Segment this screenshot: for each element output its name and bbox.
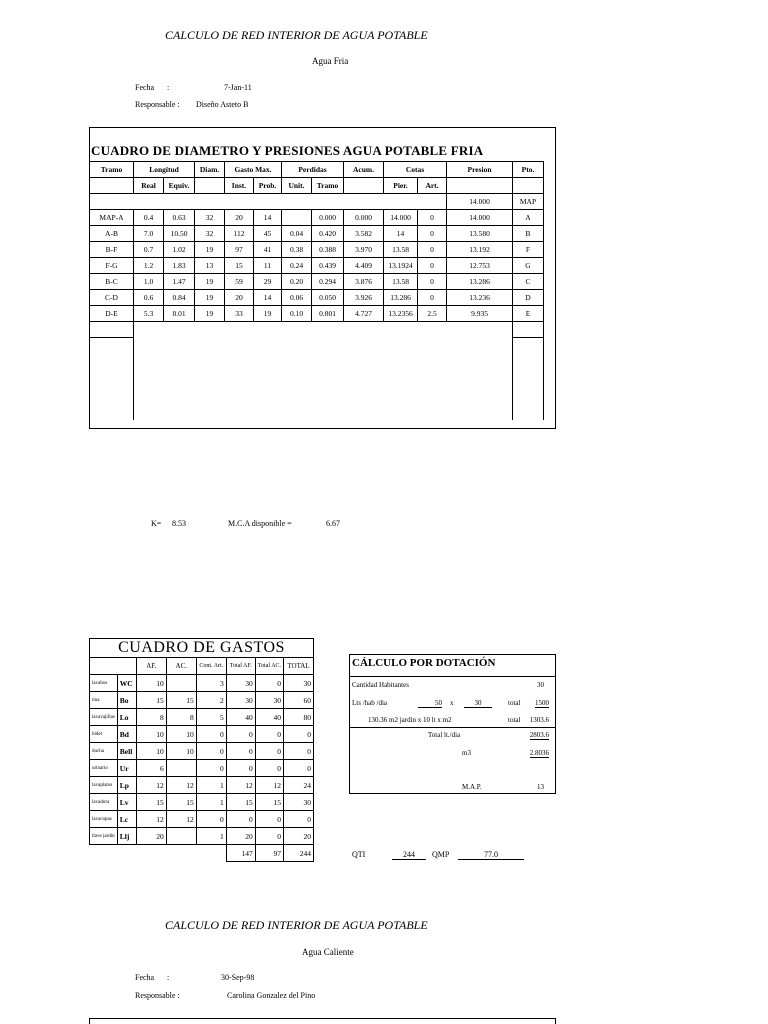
cell-real: 1.0 xyxy=(134,274,164,290)
gastos-title: CUADRO DE GASTOS xyxy=(90,639,314,658)
gastos-cell-ac: 8 xyxy=(166,709,196,726)
cell-tramo: C-D xyxy=(90,290,134,306)
cell-perd: 0.420 xyxy=(312,226,344,242)
cell-inst: 20 xyxy=(225,290,254,306)
cell-tramo: MAP-A xyxy=(90,210,134,226)
gastos-cell-tot: 80 xyxy=(284,709,314,726)
gastos-cell-taf: 30 xyxy=(226,692,255,709)
gastos-cell-tot: 0 xyxy=(284,743,314,760)
qmp-value: 77.0 xyxy=(458,850,524,860)
start-row-blank xyxy=(90,194,447,210)
header-longitud: Longitud xyxy=(134,162,195,178)
cell-presion: 9.935 xyxy=(447,306,513,322)
gastos-header-blank xyxy=(90,658,137,675)
cell-art: 0 xyxy=(418,210,447,226)
document-title-2: CALCULO DE RED INTERIOR DE AGUA POTABLE xyxy=(165,918,428,932)
map-label: M.A.P. xyxy=(462,783,482,791)
gastos-row xyxy=(90,709,314,726)
gastos-cell-cont: 0 xyxy=(196,743,226,760)
responsable-value: Diseño Asteto B xyxy=(196,100,249,109)
gastos-cell-lbl: lavaplatos xyxy=(90,777,118,794)
gastos-cell-lbl: lavabos xyxy=(90,675,118,692)
cell-art: 0 xyxy=(418,242,447,258)
gastos-cell-taf: 0 xyxy=(226,811,255,828)
gastos-total-blank xyxy=(90,845,227,862)
cell-diam: 32 xyxy=(195,210,225,226)
gastos-row xyxy=(90,777,314,794)
document-subtitle-2: Agua Caliente xyxy=(302,947,354,957)
times-sign: x xyxy=(450,699,454,707)
gastos-cell-ac xyxy=(166,760,196,777)
pressure-table xyxy=(89,161,544,420)
gastos-cell-ab: Lv xyxy=(117,794,136,811)
cell-tramo: F-G xyxy=(90,258,134,274)
gastos-cell-taf: 12 xyxy=(226,777,255,794)
gastos-sum-total: 244 xyxy=(284,845,314,862)
qti-value: 244 xyxy=(392,850,426,860)
gastos-cell-lbl: ducha xyxy=(90,743,118,760)
cell-inst: 20 xyxy=(225,210,254,226)
subheader-inst: Inst. xyxy=(225,178,254,194)
cell-acum: 3.970 xyxy=(344,242,384,258)
header-gasto: Gasto Max. xyxy=(225,162,282,178)
gastos-cell-cont: 0 xyxy=(196,811,226,828)
header-cotas: Cotas xyxy=(384,162,447,178)
gastos-cell-af: 15 xyxy=(136,794,166,811)
gastos-cell-af: 10 xyxy=(136,726,166,743)
subheader-prob: Prob. xyxy=(254,178,282,194)
cell-real: 0.6 xyxy=(134,290,164,306)
fecha-colon-2: : xyxy=(167,973,170,982)
gastos-cell-taf: 40 xyxy=(226,709,255,726)
gastos-cell-taf: 15 xyxy=(226,794,255,811)
header-pto: Pto. xyxy=(513,162,544,178)
cell-presion: 13.580 xyxy=(447,226,513,242)
gastos-cell-tac: 0 xyxy=(255,828,283,845)
cell-acum: 3.582 xyxy=(344,226,384,242)
gastos-cell-ab: Lc xyxy=(117,811,136,828)
table-row xyxy=(90,274,544,290)
gastos-cell-taf: 30 xyxy=(226,675,255,692)
cell-pto: G xyxy=(513,258,544,274)
gastos-cell-tac: 12 xyxy=(255,777,283,794)
lts-total-value: 1500 xyxy=(535,699,549,707)
gastos-cell-tot: 60 xyxy=(284,692,314,709)
cell-acum: 4.409 xyxy=(344,258,384,274)
header-diam: Diam. xyxy=(195,162,225,178)
cell-perd: 0.050 xyxy=(312,290,344,306)
table-row xyxy=(90,306,544,322)
cell-pier: 14.000 xyxy=(384,210,418,226)
qmp-label: QMP xyxy=(432,850,450,859)
subheader-blank xyxy=(344,178,384,194)
subheader-blank xyxy=(90,178,134,194)
cell-presion: 14.000 xyxy=(447,210,513,226)
gastos-cell-tac: 40 xyxy=(255,709,283,726)
cell-diam: 19 xyxy=(195,306,225,322)
cell-perd: 0.439 xyxy=(312,258,344,274)
cell-unit: 0.10 xyxy=(282,306,312,322)
gastos-cell-tot: 30 xyxy=(284,675,314,692)
start-presion: 14.000 xyxy=(447,194,513,210)
cell-pto: E xyxy=(513,306,544,322)
fecha-value-2: 30-Sep-98 xyxy=(221,973,255,982)
header-presion: Presion xyxy=(447,162,513,178)
table-row xyxy=(90,242,544,258)
total-lt-label: Total lt./dia xyxy=(428,731,461,739)
cell-real: 0.4 xyxy=(134,210,164,226)
lts-a-value: 50 xyxy=(418,699,442,708)
gastos-cell-cont: 2 xyxy=(196,692,226,709)
cell-presion: 12.753 xyxy=(447,258,513,274)
gastos-cell-af: 15 xyxy=(136,692,166,709)
cell-art: 2.5 xyxy=(418,306,447,322)
gastos-header-cont: Cont. Art. xyxy=(196,658,226,675)
gastos-cell-lbl: llave jardin xyxy=(90,828,118,845)
gastos-cell-ac: 12 xyxy=(166,777,196,794)
gastos-cell-ab: Lp xyxy=(117,777,136,794)
cell-inst: 97 xyxy=(225,242,254,258)
gastos-cell-ab: Ur xyxy=(117,760,136,777)
second-table-frame xyxy=(89,1018,556,1024)
subheader-unit: Unit. xyxy=(282,178,312,194)
k-value: 8.53 xyxy=(172,519,186,528)
header-tramo: Tramo xyxy=(90,162,134,178)
gastos-cell-tot: 30 xyxy=(284,794,314,811)
cell-real: 5.3 xyxy=(134,306,164,322)
gastos-cell-ab: Bell xyxy=(117,743,136,760)
cell-equiv: 0.84 xyxy=(164,290,195,306)
qti-label: QTI xyxy=(352,850,366,859)
cell-equiv: 0.63 xyxy=(164,210,195,226)
document-subtitle: Agua Fria xyxy=(312,56,349,66)
gastos-cell-ab: Bo xyxy=(117,692,136,709)
gastos-cell-tac: 0 xyxy=(255,726,283,743)
cell-art: 0 xyxy=(418,226,447,242)
cell-acum: 4.727 xyxy=(344,306,384,322)
cell-prob: 29 xyxy=(254,274,282,290)
gastos-row xyxy=(90,811,314,828)
dotacion-box xyxy=(349,654,556,794)
gastos-table xyxy=(89,638,314,862)
cell-inst: 15 xyxy=(225,258,254,274)
gastos-header-ac: AC. xyxy=(166,658,196,675)
gastos-cell-taf: 0 xyxy=(226,760,255,777)
cell-prob: 41 xyxy=(254,242,282,258)
cell-art: 0 xyxy=(418,274,447,290)
cell-perd: 0.000 xyxy=(312,210,344,226)
gastos-cell-ac: 12 xyxy=(166,811,196,828)
cell-equiv: 1.83 xyxy=(164,258,195,274)
cell-perd: 0.294 xyxy=(312,274,344,290)
cell-unit: 0.06 xyxy=(282,290,312,306)
cell-prob: 19 xyxy=(254,306,282,322)
fecha-value: 7-Jan-11 xyxy=(224,83,252,92)
gastos-cell-ab: Lo xyxy=(117,709,136,726)
cell-prob: 11 xyxy=(254,258,282,274)
k-label: K= xyxy=(151,519,162,528)
gastos-cell-af: 20 xyxy=(136,828,166,845)
empty-area-cell xyxy=(513,338,544,421)
gastos-cell-lbl: urinario xyxy=(90,760,118,777)
cell-diam: 13 xyxy=(195,258,225,274)
gastos-cell-tot: 0 xyxy=(284,726,314,743)
subheader-real: Real xyxy=(134,178,164,194)
m3-label: m3 xyxy=(462,749,471,757)
subheader-pier: Pier. xyxy=(384,178,418,194)
cell-equiv: 1.47 xyxy=(164,274,195,290)
m3-value: 2.8036 xyxy=(529,749,549,757)
cell-diam: 19 xyxy=(195,242,225,258)
cell-prob: 45 xyxy=(254,226,282,242)
gastos-cell-taf: 0 xyxy=(226,743,255,760)
cell-equiv: 1.02 xyxy=(164,242,195,258)
cell-pto: F xyxy=(513,242,544,258)
gastos-header-total-ac: Total AC. xyxy=(255,658,283,675)
responsable-value-2: Carolina Gonzalez del Pino xyxy=(227,991,316,1000)
cell-inst: 112 xyxy=(225,226,254,242)
gastos-cell-tot: 24 xyxy=(284,777,314,794)
cell-real: 1.2 xyxy=(134,258,164,274)
cell-art: 0 xyxy=(418,290,447,306)
cell-diam: 32 xyxy=(195,226,225,242)
gastos-header-total-af: Total AF. xyxy=(226,658,255,675)
cell-acum: 3.926 xyxy=(344,290,384,306)
cell-real: 7.0 xyxy=(134,226,164,242)
gastos-cell-cont: 1 xyxy=(196,828,226,845)
gastos-cell-lbl: lavacopas xyxy=(90,811,118,828)
cell-pier: 13.1924 xyxy=(384,258,418,274)
gastos-cell-cont: 1 xyxy=(196,794,226,811)
cell-unit: 0.24 xyxy=(282,258,312,274)
cell-inst: 59 xyxy=(225,274,254,290)
fecha-label-2: Fecha xyxy=(135,973,155,982)
gastos-cell-tot: 20 xyxy=(284,828,314,845)
gastos-cell-ac: 15 xyxy=(166,692,196,709)
gastos-header-af: AF. xyxy=(136,658,166,675)
gastos-cell-ac: 10 xyxy=(166,726,196,743)
cell-prob: 14 xyxy=(254,210,282,226)
header-acum: Acum. xyxy=(344,162,384,178)
dotacion-title: CÁLCULO POR DOTACIÓN xyxy=(352,657,496,669)
cell-tramo: D-E xyxy=(90,306,134,322)
gastos-cell-cont: 0 xyxy=(196,726,226,743)
gastos-cell-lbl: lavavajillas xyxy=(90,709,118,726)
cell-equiv: 10.50 xyxy=(164,226,195,242)
gastos-row xyxy=(90,726,314,743)
cell-presion: 13.236 xyxy=(447,290,513,306)
cell-pier: 13.58 xyxy=(384,274,418,290)
cell-unit: 0.04 xyxy=(282,226,312,242)
cell-pto: D xyxy=(513,290,544,306)
cell-pto: B xyxy=(513,226,544,242)
map-value: 13 xyxy=(537,783,544,791)
gastos-cell-taf: 0 xyxy=(226,726,255,743)
pressure-table-title: CUADRO DE DIAMETRO Y PRESIONES AGUA POTABLE FRIA xyxy=(91,143,484,158)
gastos-cell-tac: 0 xyxy=(255,675,283,692)
gastos-cell-ab: Bd xyxy=(117,726,136,743)
jardin-label: 130.36 m2 jardin x 10 lt x m2 xyxy=(368,716,452,724)
document-title: CALCULO DE RED INTERIOR DE AGUA POTABLE xyxy=(165,28,428,42)
gastos-sum-total-ac: 97 xyxy=(255,845,283,862)
gastos-header-total: TOTAL xyxy=(284,658,314,675)
header-perdidas: Perdidas xyxy=(282,162,344,178)
gastos-row xyxy=(90,794,314,811)
subheader-art: Art. xyxy=(418,178,447,194)
cell-prob: 14 xyxy=(254,290,282,306)
table-row xyxy=(90,226,544,242)
table-row xyxy=(90,210,544,226)
dotacion-divider xyxy=(350,676,555,677)
cell-unit: 0.38 xyxy=(282,242,312,258)
gastos-cell-af: 12 xyxy=(136,777,166,794)
gastos-row xyxy=(90,692,314,709)
gastos-cell-tac: 0 xyxy=(255,811,283,828)
gastos-cell-lbl: lavadora xyxy=(90,794,118,811)
gastos-cell-ac: 10 xyxy=(166,743,196,760)
cell-tramo: A-B xyxy=(90,226,134,242)
gastos-cell-ac xyxy=(166,675,196,692)
dotacion-divider xyxy=(350,727,555,728)
cell-tramo: B-C xyxy=(90,274,134,290)
cell-pto: A xyxy=(513,210,544,226)
fecha-colon: : xyxy=(167,83,170,92)
subheader-blank xyxy=(447,178,513,194)
jardin-total-value: 1303.6 xyxy=(529,716,549,724)
gastos-cell-tot: 0 xyxy=(284,811,314,828)
gastos-cell-cont: 1 xyxy=(196,777,226,794)
subheader-blank xyxy=(513,178,544,194)
cell-pier: 14 xyxy=(384,226,418,242)
cell-pier: 13.2356 xyxy=(384,306,418,322)
cell-equiv: 8.01 xyxy=(164,306,195,322)
empty-area-cell xyxy=(90,338,134,421)
gastos-cell-tac: 15 xyxy=(255,794,283,811)
cell-pier: 13.286 xyxy=(384,290,418,306)
cell-pto: C xyxy=(513,274,544,290)
spacer-cell xyxy=(134,322,513,338)
cell-pier: 13.58 xyxy=(384,242,418,258)
responsable-label-2: Responsable : xyxy=(135,991,180,1000)
cell-diam: 19 xyxy=(195,290,225,306)
cell-perd: 0.801 xyxy=(312,306,344,322)
gastos-cell-af: 12 xyxy=(136,811,166,828)
gastos-cell-cont: 3 xyxy=(196,675,226,692)
cell-acum: 3.876 xyxy=(344,274,384,290)
cell-unit: 0.20 xyxy=(282,274,312,290)
total-label: total xyxy=(508,716,521,724)
gastos-cell-af: 10 xyxy=(136,675,166,692)
gastos-cell-lbl: bidet xyxy=(90,726,118,743)
cell-acum: 0.000 xyxy=(344,210,384,226)
mca-label: M.C.A disponible = xyxy=(228,519,292,528)
gastos-cell-tac: 30 xyxy=(255,692,283,709)
cell-inst: 33 xyxy=(225,306,254,322)
cell-diam: 19 xyxy=(195,274,225,290)
gastos-sum-total-af: 147 xyxy=(226,845,255,862)
responsable-label: Responsable : xyxy=(135,100,180,109)
gastos-row xyxy=(90,828,314,845)
subheader-tramo: Tramo xyxy=(312,178,344,194)
gastos-cell-af: 10 xyxy=(136,743,166,760)
gastos-cell-ab: Llj xyxy=(117,828,136,845)
gastos-cell-af: 8 xyxy=(136,709,166,726)
gastos-cell-af: 6 xyxy=(136,760,166,777)
spacer-cell xyxy=(90,322,134,338)
start-pto: MAP xyxy=(513,194,544,210)
gastos-row xyxy=(90,675,314,692)
cell-tramo: B-F xyxy=(90,242,134,258)
fecha-label: Fecha xyxy=(135,83,155,92)
gastos-cell-ac: 15 xyxy=(166,794,196,811)
lts-label: Lts /hab /dia xyxy=(352,699,387,707)
total-label: total xyxy=(508,699,521,707)
spacer-cell xyxy=(513,322,544,338)
lts-b-value: 30 xyxy=(464,699,492,708)
cell-perd: 0.388 xyxy=(312,242,344,258)
cell-presion: 13.192 xyxy=(447,242,513,258)
gastos-cell-tot: 0 xyxy=(284,760,314,777)
gastos-cell-ac xyxy=(166,828,196,845)
total-lt-value: 2803.6 xyxy=(529,731,549,739)
gastos-cell-tac: 0 xyxy=(255,760,283,777)
gastos-row xyxy=(90,743,314,760)
cell-art: 0 xyxy=(418,258,447,274)
cell-unit xyxy=(282,210,312,226)
subheader-equiv: Equiv. xyxy=(164,178,195,194)
mca-value: 6.67 xyxy=(326,519,340,528)
habitantes-value: 30 xyxy=(537,681,544,689)
gastos-cell-cont: 0 xyxy=(196,760,226,777)
gastos-cell-taf: 20 xyxy=(226,828,255,845)
gastos-row xyxy=(90,760,314,777)
table-row xyxy=(90,258,544,274)
table-row xyxy=(90,290,544,306)
gastos-cell-tac: 0 xyxy=(255,743,283,760)
empty-area-cell xyxy=(134,338,513,421)
habitantes-label: Cantidad Habitantes xyxy=(352,681,409,689)
subheader-blank xyxy=(195,178,225,194)
cell-real: 0.7 xyxy=(134,242,164,258)
cell-presion: 13.286 xyxy=(447,274,513,290)
gastos-cell-cont: 5 xyxy=(196,709,226,726)
gastos-cell-ab: WC xyxy=(117,675,136,692)
gastos-cell-lbl: tina xyxy=(90,692,118,709)
